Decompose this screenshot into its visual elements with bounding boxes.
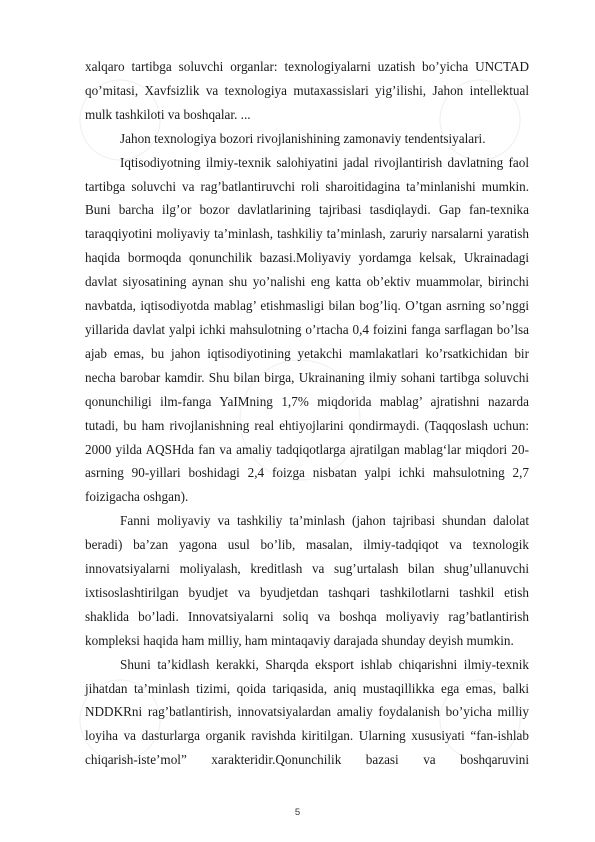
paragraph-4: Shuni ta’kidlash kerakki, Sharqda eksport ishlab chiqarishni ilmiy-texnik jihatdan ta’minlash tizimi, qoida tariqasida, aniq mustaqillikka ega emas, balki NDDKRni rag’batlantirish, innovatsiyalardan amaliy foydalanish bo’yicha milliy loyiha va dasturlarga organik ravishda kiritilgan. Ularning xususiyati “fan-ishlab chiqarish-iste’mol” xarakteridir.Qonunchilik bazasi va boshqaruvini (85, 656, 529, 768)
paragraph-3: Fanni moliyaviy va tashkiliy ta’minlash (jahon tajribasi shundan dalolat beradi) ba’zan yagona usul bo’lib, masalan, ilmiy-tadqiqot va texnologik innovatsiyalarni moliyalash, kreditlash va sug’urtalash bilan shug’ullanuvchi ixtisoslashtirilgan byudjet va byudjetdan tashqari tashkilotlarni tashkil etish shaklida bo’ladi. Innovatsiyalarni soliq va boshqa moliyaviy rag’batlantirish kompleksi haqida ham milliy, ham mintaqaviy darajada shunday deyish mumkin. (85, 513, 529, 648)
paragraph-2: Iqtisodiyotning ilmiy-texnik salohiyatini jadal rivojlantirish davlatning faol tartibga soluvchi va rag’batlantiruvchi roli sharoitidagina ta’minlanishi mumkin. Buni barcha ilg’or bozor davlatlarining tajribasi tasdiqlaydi. Gap fan-texnika taraqqiyotini moliyaviy ta’minlash, tashkiliy ta’minlash, zaruriy narsalarni yaratish haqida bormoqda qonunchilik bazasi.Moliyaviy yordamga kelsak, Ukrainadagi davlat siyosatining aynan shu yo’nalishi eng katta ob’ektiv muammolar, birinchi navbatda, iqtisodiyotda mablag’ etishmasligi bilan bog’liq. O’tgan asrning so’nggi yillarida davlat yalpi ichki mahsulotning o’rtacha 0,4 foizini fanga sarflagan bo’lsa ajab emas, bu jahon iqtisodiyotining yetakchi mamlakatlari ko’rsatkichidan bir necha barobar kamdir. Shu bilan birga, Ukrainaning ilmiy sohani tartibga soluvchi qonunchiligi ilm-fanga YaIMning 1,7% miqdorida mablag’ ajratishni nazarda tutadi, bu ham rivojlanishning real ehtiyojlarini qondirmaydi. (Taqqoslash uchun: 2000 yilda AQSHda fan va amaliy tadqiqotlarga ajratilgan mablag‘lar miqdori 20-asrning 90-yillari boshidagi 2,4 foizga nisbatan yalpi ichki mahsulotning 2,7 foizigacha oshgan). (85, 154, 529, 505)
paragraph-1: xalqaro tartibga soluvchi organlar: texnologiyalarni uzatish bo’yicha UNCTAD qo’mitasi, Xavfsizlik va texnologiya mutaxassislari yig’ilishi, Jahon intellektual mulk tashkiloti va boshqalar. ... (85, 59, 529, 122)
body-text (85, 55, 529, 772)
section-heading: Jahon texnologiya bozori rivojlanishining zamonaviy tendentsiyalari. (120, 130, 486, 146)
page-number: 5 (294, 807, 301, 818)
